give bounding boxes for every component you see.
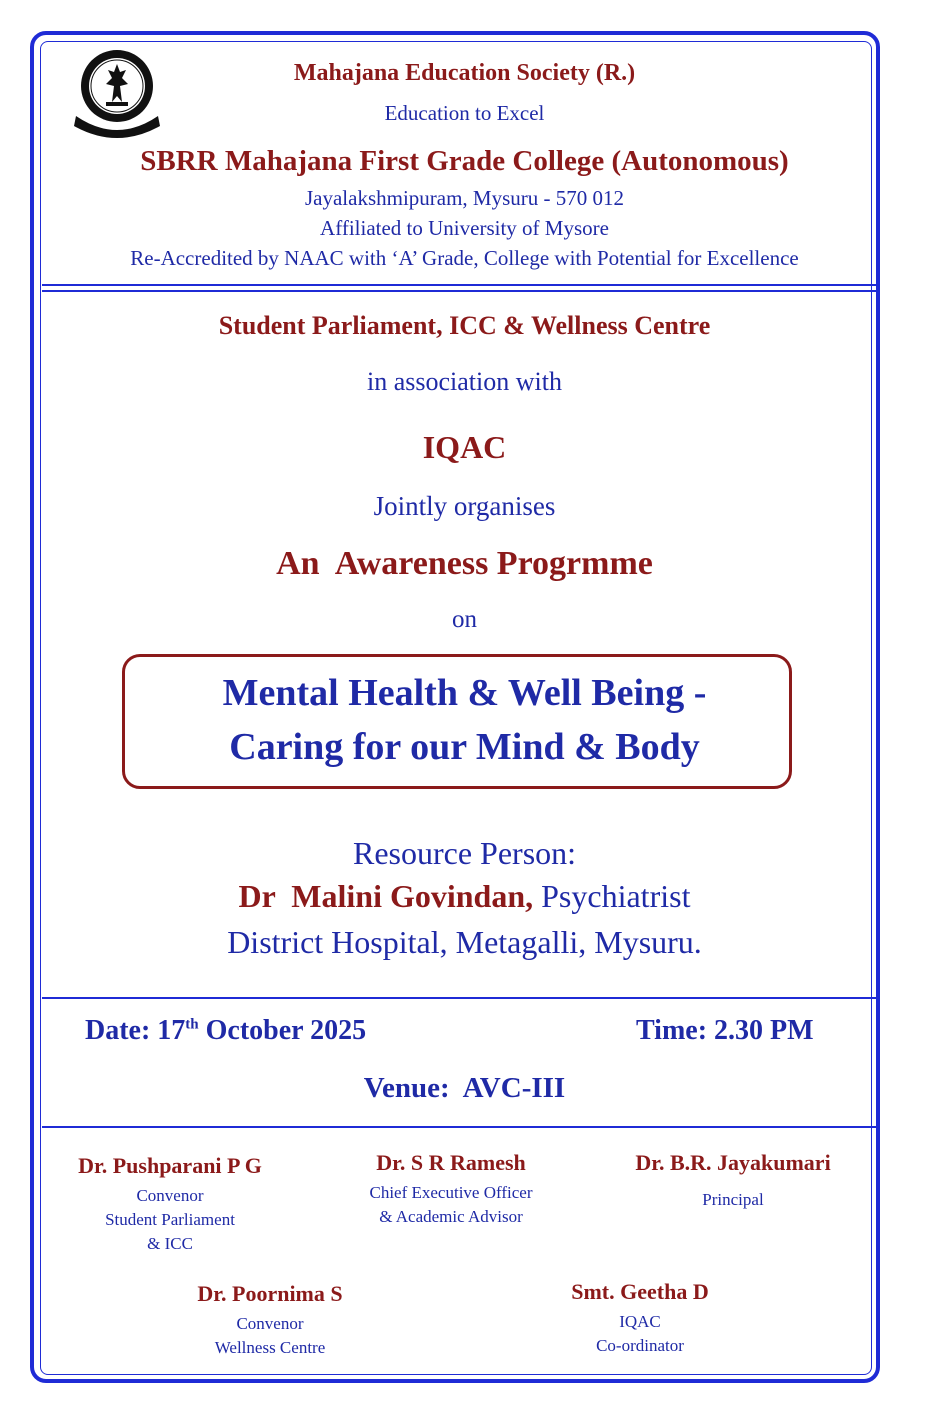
- signatory-ramesh: [331, 1150, 571, 1229]
- date-label: Date: 17: [85, 1015, 186, 1046]
- signatory-name: Dr. Poornima S: [197, 1281, 343, 1306]
- signatory-role: Convenor: [236, 1314, 304, 1333]
- signatory-jayakumari: [603, 1150, 863, 1212]
- society-name: Mahajana Education Society (R.): [293, 60, 636, 86]
- signatory-role: Chief Executive Officer: [369, 1183, 533, 1202]
- divider: [42, 290, 876, 292]
- signatory-role: Student Parliament: [105, 1210, 235, 1229]
- college-address: Jayalakshmipuram, Mysuru - 570 012: [304, 186, 625, 210]
- signatory-poornima: [150, 1281, 390, 1360]
- signatory-role: Convenor: [136, 1186, 204, 1205]
- topic-line-1: Mental Health & Well Being -: [222, 672, 707, 714]
- divider: [42, 284, 876, 286]
- event-venue: Venue: AVC-III: [363, 1072, 566, 1104]
- signatory-role: Wellness Centre: [214, 1338, 326, 1357]
- resource-label: Resource Person:: [352, 835, 577, 871]
- date-suffix: th: [185, 1016, 199, 1033]
- signatory-geetha: [520, 1279, 760, 1358]
- partner-name: IQAC: [422, 429, 507, 465]
- resource-place: District Hospital, Metagalli, Mysuru.: [227, 924, 702, 960]
- signatory-role: Co-ordinator: [596, 1336, 684, 1355]
- resource-designation: Psychiatrist: [533, 878, 691, 914]
- divider: [42, 997, 876, 999]
- signatory-name: Dr. B.R. Jayakumari: [635, 1150, 831, 1175]
- date-rest: October 2025: [198, 1015, 367, 1046]
- accreditation: Re-Accredited by NAAC with ‘A’ Grade, College with Potential for Excellence: [130, 246, 799, 270]
- resource-name: Dr Malini Govindan,: [238, 878, 534, 914]
- affiliation: Affiliated to University of Mysore: [320, 216, 609, 240]
- event-time: Time: 2.30 PM: [636, 1015, 814, 1046]
- organisers: Student Parliament, ICC & Wellness Centre: [218, 311, 711, 340]
- signatory-name: Dr. S R Ramesh: [376, 1150, 526, 1175]
- divider: [42, 1126, 876, 1128]
- resource-person: [0, 878, 929, 915]
- signatory-role: IQAC: [619, 1312, 661, 1331]
- signatory-role: & Academic Advisor: [379, 1207, 523, 1226]
- signatory-role: & ICC: [147, 1234, 193, 1253]
- association-text: in association with: [367, 367, 562, 396]
- signatory-name: Dr. Pushparani P G: [78, 1153, 262, 1178]
- jointly-text: Jointly organises: [373, 491, 556, 521]
- signatory-role: Principal: [702, 1190, 764, 1209]
- signatory-pushparani: [50, 1153, 290, 1256]
- event-date: [85, 1015, 366, 1047]
- motto: Education to Excel: [384, 101, 545, 125]
- program-title: An Awareness Progrmme: [276, 545, 653, 582]
- college-name: SBRR Mahajana First Grade College (Autonomous): [140, 145, 789, 177]
- topic-line-2: Caring for our Mind & Body: [229, 726, 700, 768]
- on-text: on: [452, 606, 477, 633]
- signatory-name: Smt. Geetha D: [571, 1279, 709, 1304]
